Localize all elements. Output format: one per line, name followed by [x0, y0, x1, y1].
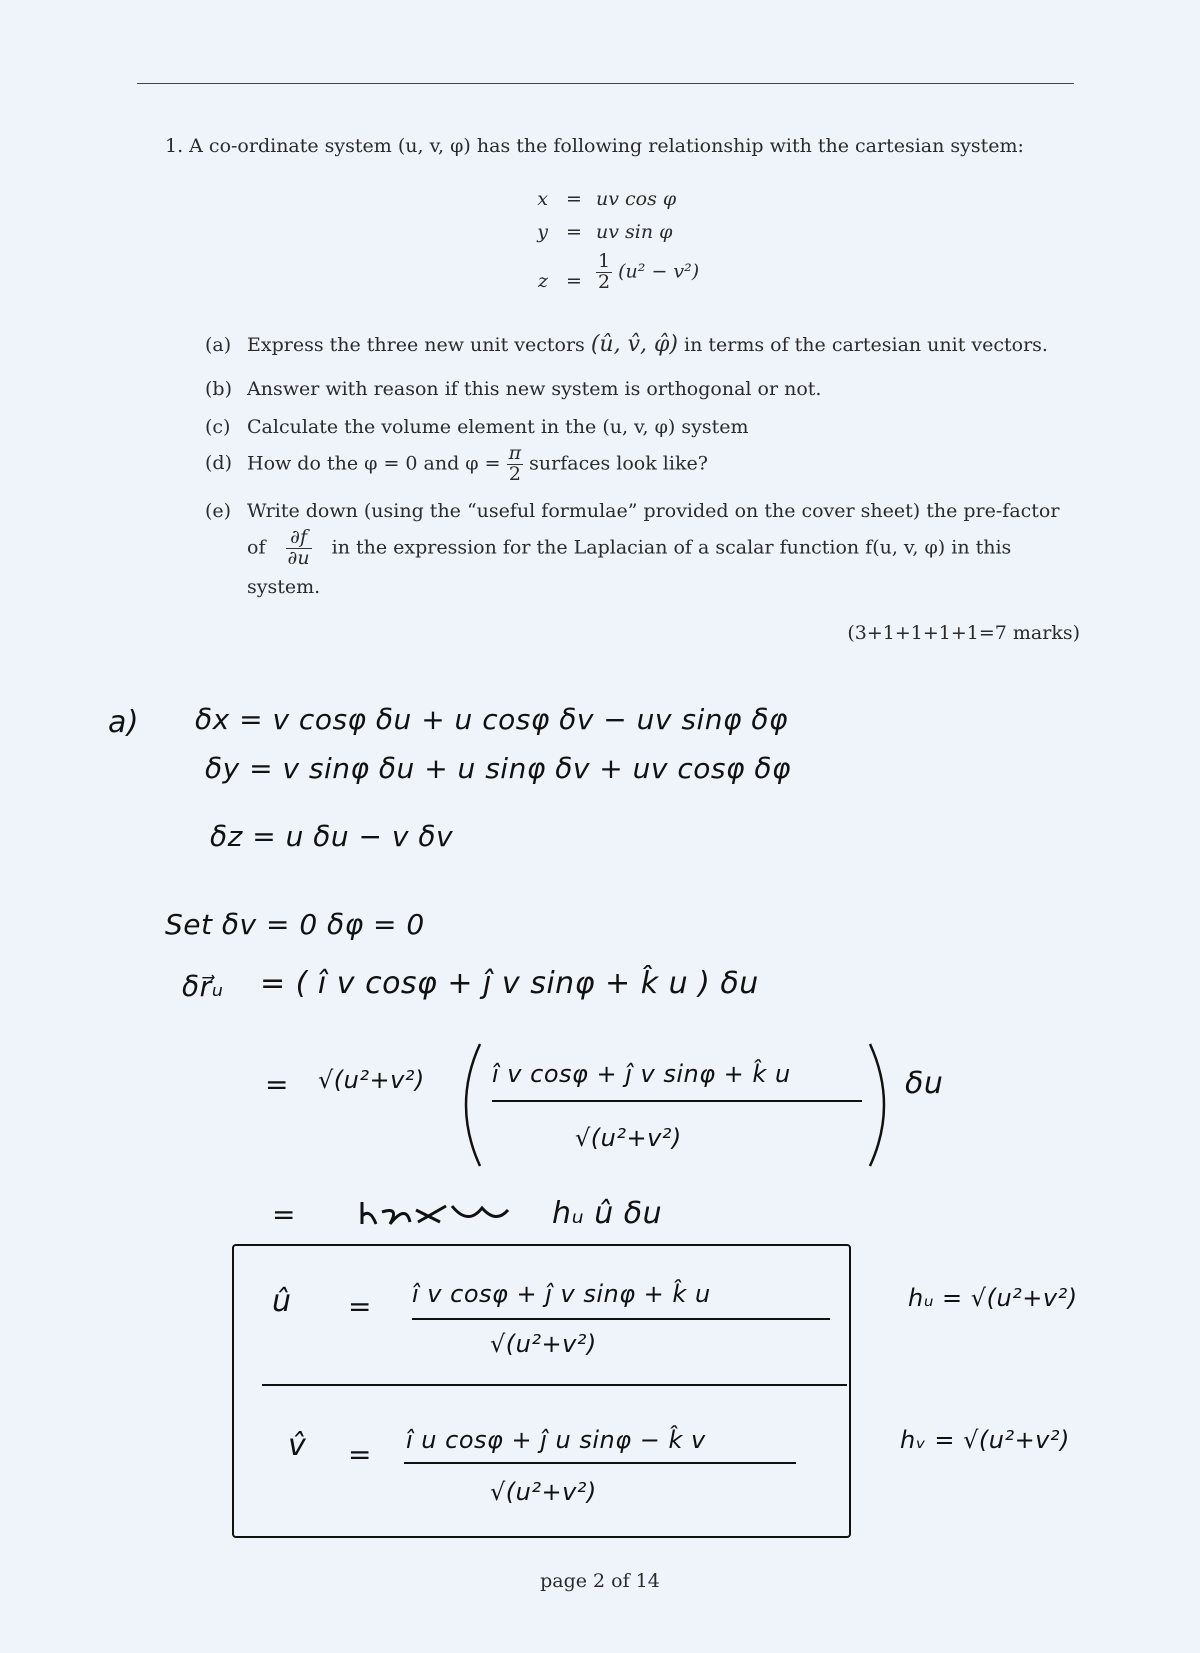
inner-fraction-bar [492, 1100, 862, 1102]
part-d: (d) How do the φ = 0 and φ = $\frac{\pi}{2}$ surfaces look like? [205, 442, 708, 485]
v-hat-numerator: î u cosφ + ĵ u sinφ − k̂ v [406, 1426, 706, 1454]
page-number: page 2 of 14 [540, 1570, 660, 1592]
eq-op: = [566, 188, 582, 210]
eq-lhs: y [537, 221, 548, 243]
differential-y: δy = v sinφ δu + u sinφ δv + uv cosφ δφ [205, 752, 791, 785]
marks-allocation: (3+1+1+1+1=7 marks) [847, 622, 1080, 644]
part-c: (c) Calculate the volume element in the (u, v, φ) system [205, 416, 749, 438]
part-b: (b) Answer with reason if this new system is orthogonal or not. [205, 378, 822, 400]
hu-scale-factor: hᵤ = √(u²+v²) [908, 1284, 1078, 1312]
eq-op: = [566, 221, 582, 243]
u-hat-fraction-bar [412, 1318, 830, 1320]
sqrt-factor: √(u²+v²) [318, 1066, 425, 1094]
v-hat-symbol: v̂ [288, 1428, 307, 1463]
set-condition: Set δv = 0 δφ = 0 [165, 908, 425, 941]
eq-rhs: uv cos φ [596, 188, 677, 210]
dr-lhs: δr⃗ᵤ [182, 970, 224, 1003]
box-divider [262, 1384, 847, 1386]
inner-denominator: √(u²+v²) [575, 1124, 682, 1152]
question-intro: 1. A co-ordinate system (u, v, φ) has the following relationship with the cartesian system: [165, 135, 1024, 157]
u-hat-numerator: î v cosφ + ĵ v sinφ + k̂ u [412, 1280, 711, 1308]
left-paren [448, 1040, 488, 1170]
inner-numerator: î v cosφ + ĵ v sinφ + k̂ u [492, 1060, 791, 1088]
differential-z: δz = u δu − v δv [210, 820, 454, 853]
eq-lhs: z [537, 270, 548, 292]
partial-f-du-fraction: $\frac{\partial f}{\partial u}$ [287, 526, 310, 569]
dr-expansion: = ( î v cosφ + ĵ v sinφ + k̂ u ) δu [260, 966, 759, 1001]
right-paren [862, 1040, 902, 1170]
equals-sign: = [348, 1438, 372, 1471]
equals-sign: = [272, 1198, 296, 1231]
part-e-line3: system. [247, 576, 321, 598]
part-a: (a) Express the three new unit vectors (û, v̂, φ̂) in terms of the cartesian unit vectors. [205, 332, 1048, 357]
du-factor: δu [905, 1066, 944, 1101]
equals-sign: = [348, 1290, 372, 1323]
differential-x: δx = v cosφ δu + u cosφ δv − uv sinφ δφ [195, 703, 788, 736]
eq-rhs: uv sin φ [596, 221, 673, 243]
u-hat-denominator: √(u²+v²) [490, 1330, 597, 1358]
crossed-out-scribble [360, 1196, 510, 1230]
one-half-fraction: $\frac{1}{2}$ [598, 250, 611, 293]
eq-lhs: x [537, 188, 548, 210]
part-e-line2: of $\frac{\partial f}{\partial u}$ in the expression for the Laplacian of a scalar function f(u, v, φ) in this [247, 526, 1012, 569]
pi-over-two-fraction: $\frac{\pi}{2}$ [508, 442, 522, 485]
u-hat-symbol: û [272, 1284, 292, 1319]
hv-scale-factor: hᵥ = √(u²+v²) [900, 1426, 1070, 1454]
eq-op: = [566, 270, 582, 292]
eq-rhs: $\frac{1}{2}$ (u² − v²) [598, 250, 700, 293]
part-e-line1: (e) Write down (using the “useful formulae” provided on the cover sheet) the pre-factor [205, 500, 1060, 522]
v-hat-denominator: √(u²+v²) [490, 1478, 597, 1506]
header-rule [137, 83, 1074, 84]
v-hat-fraction-bar [404, 1462, 796, 1464]
equals-sign: = [265, 1068, 289, 1101]
hu-u-du: hᵤ û δu [552, 1196, 663, 1231]
answer-part-label: a) [108, 705, 140, 740]
